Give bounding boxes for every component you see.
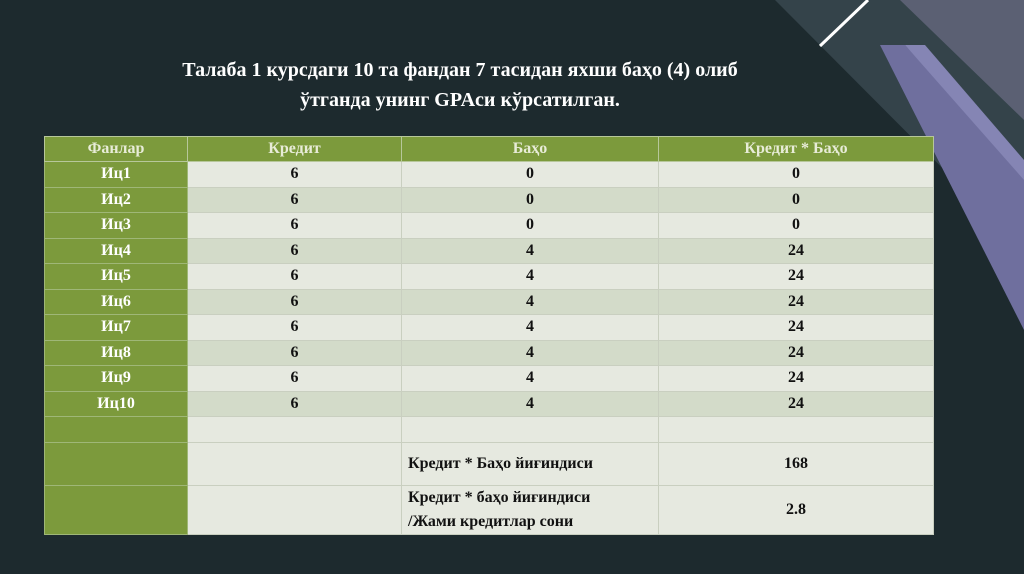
empty-cell <box>659 417 934 443</box>
credit-cell: 6 <box>188 391 402 417</box>
product-cell: 24 <box>659 391 934 417</box>
subject-cell: Иц3 <box>45 213 188 239</box>
grade-cell: 0 <box>402 162 659 188</box>
slide-title <box>60 55 860 115</box>
product-cell: 24 <box>659 340 934 366</box>
title-line-1: Талаба 1 курсдаги 10 та фандан 7 тасидан яхши баҳо (4) олиб <box>182 59 738 81</box>
empty-cell <box>45 485 188 534</box>
header-credit: Кредит <box>188 137 402 162</box>
table-row <box>45 366 934 392</box>
grade-cell: 0 <box>402 213 659 239</box>
gpa-label <box>402 485 659 534</box>
subject-cell: Иц9 <box>45 366 188 392</box>
gpa-table <box>44 136 934 535</box>
product-cell: 24 <box>659 264 934 290</box>
title-line-2: ўтганда унинг GPAси кўрсатилган. <box>300 89 620 111</box>
subject-cell: Иц1 <box>45 162 188 188</box>
grade-cell: 4 <box>402 289 659 315</box>
gpa-row <box>45 485 934 534</box>
product-cell: 24 <box>659 315 934 341</box>
credit-cell: 6 <box>188 366 402 392</box>
table-row <box>45 289 934 315</box>
grade-cell: 4 <box>402 315 659 341</box>
credit-cell: 6 <box>188 162 402 188</box>
header-credit-times-grade: Кредит * Баҳо <box>659 137 934 162</box>
table-row <box>45 238 934 264</box>
empty-cell <box>45 417 188 443</box>
grade-cell: 4 <box>402 340 659 366</box>
credit-cell: 6 <box>188 264 402 290</box>
grade-cell: 4 <box>402 264 659 290</box>
empty-cell <box>188 485 402 534</box>
sum-value: 168 <box>659 442 934 485</box>
table-row <box>45 315 934 341</box>
table-row <box>45 264 934 290</box>
sum-row <box>45 442 934 485</box>
gpa-label-line-1: Кредит * баҳо йиғиндиси <box>408 488 591 506</box>
credit-cell: 6 <box>188 238 402 264</box>
product-cell: 0 <box>659 187 934 213</box>
grade-cell: 4 <box>402 391 659 417</box>
table-row <box>45 391 934 417</box>
table-row <box>45 162 934 188</box>
product-cell: 0 <box>659 162 934 188</box>
subject-cell: Иц10 <box>45 391 188 417</box>
gpa-value: 2.8 <box>659 485 934 534</box>
product-cell: 24 <box>659 366 934 392</box>
empty-cell <box>45 442 188 485</box>
header-subjects: Фанлар <box>45 137 188 162</box>
empty-cell <box>402 417 659 443</box>
table-row <box>45 340 934 366</box>
table-row <box>45 187 934 213</box>
table-header-row <box>45 137 934 162</box>
credit-cell: 6 <box>188 289 402 315</box>
credit-cell: 6 <box>188 187 402 213</box>
subject-cell: Иц6 <box>45 289 188 315</box>
sum-label: Кредит * Баҳо йиғиндиси <box>402 442 659 485</box>
subject-cell: Иц7 <box>45 315 188 341</box>
grade-cell: 4 <box>402 238 659 264</box>
subject-cell: Иц5 <box>45 264 188 290</box>
gpa-label-line-2: /Жами кредитлар сони <box>408 512 574 530</box>
grade-cell: 4 <box>402 366 659 392</box>
table-row <box>45 213 934 239</box>
product-cell: 24 <box>659 238 934 264</box>
empty-cell <box>188 417 402 443</box>
subject-cell: Иц8 <box>45 340 188 366</box>
grade-cell: 0 <box>402 187 659 213</box>
product-cell: 0 <box>659 213 934 239</box>
credit-cell: 6 <box>188 315 402 341</box>
empty-cell <box>188 442 402 485</box>
header-grade: Баҳо <box>402 137 659 162</box>
credit-cell: 6 <box>188 340 402 366</box>
empty-row <box>45 417 934 443</box>
product-cell: 24 <box>659 289 934 315</box>
credit-cell: 6 <box>188 213 402 239</box>
subject-cell: Иц4 <box>45 238 188 264</box>
subject-cell: Иц2 <box>45 187 188 213</box>
